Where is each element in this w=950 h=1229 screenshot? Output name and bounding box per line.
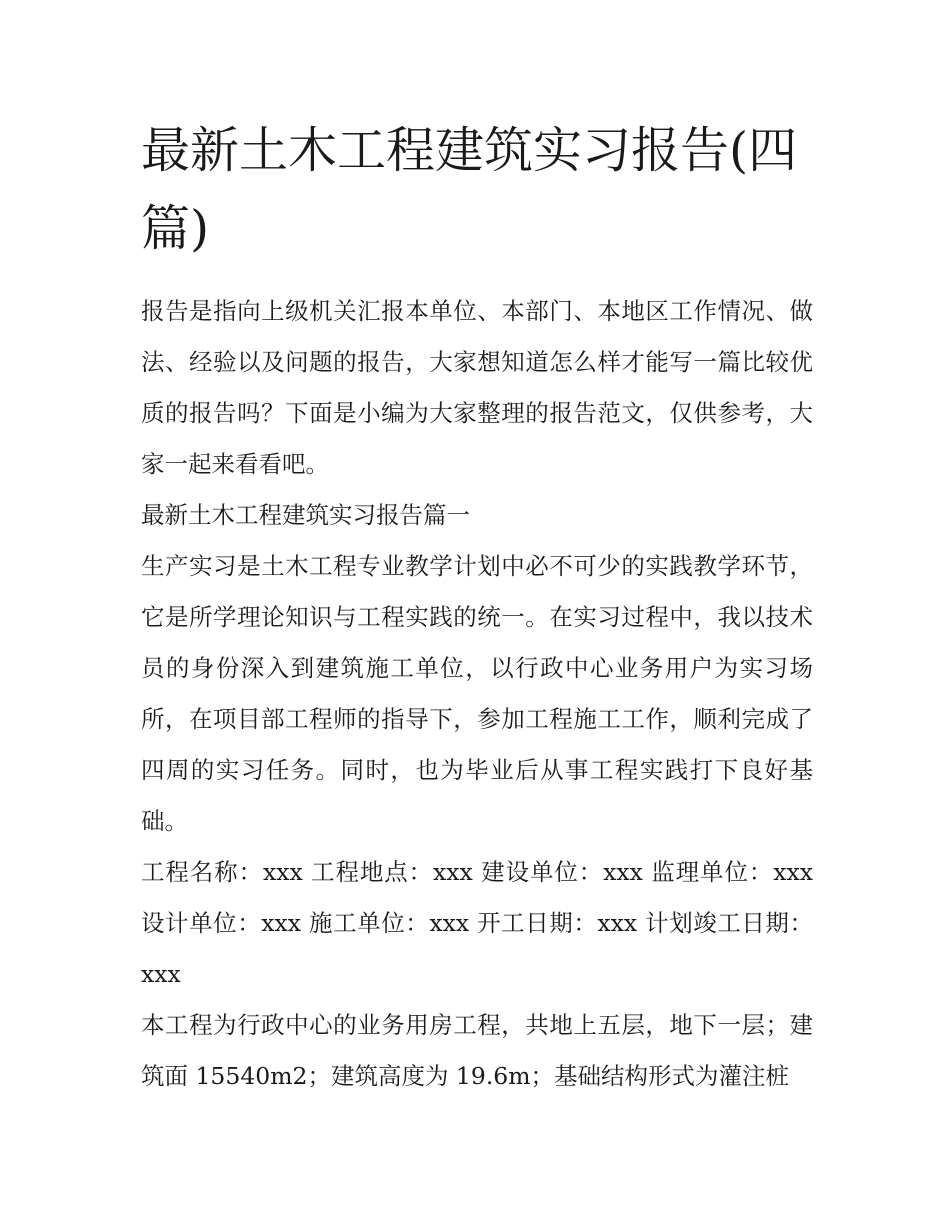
project-info-paragraph: 工程名称：xxx 工程地点：xxx 建设单位：xxx 监理单位：xxx 设计单位：xxx 施工单位：xxx 开工日期：xxx 计划竣工日期：xxx <box>141 858 813 988</box>
section-heading: 最新土木工程建筑实习报告篇一 <box>141 501 470 529</box>
intro-paragraph: 报告是指向上级机关汇报本单位、本部门、本地区工作情况、做法、经验以及问题的报告，大家想知道怎么样才能写一篇比较优质的报告吗？下面是小编为大家整理的报告范文，仅供参考，大家一起来看看吧。 <box>141 297 813 478</box>
body-paragraph: 生产实习是土木工程专业教学计划中必不可少的实践教学环节，它是所学理论知识与工程实践的统一。在实习过程中，我以技术员的身份深入到建筑施工单位，以行政中心业务用户为实习场所，在项目部工程师的指导下，参加工程施工工作，顺利完成了四周的实习任务。同时，也为毕业后从事工程实践打下良好基础。 <box>141 552 813 835</box>
project-description-paragraph: 本工程为行政中心的业务用房工程，共地上五层，地下一层；建筑面 15540m2；建筑高度为 19.6m；基础结构形式为灌注桩 <box>141 1011 813 1090</box>
document-page <box>141 112 813 1102</box>
document-title: 最新土木工程建筑实习报告(四篇) <box>141 122 798 257</box>
